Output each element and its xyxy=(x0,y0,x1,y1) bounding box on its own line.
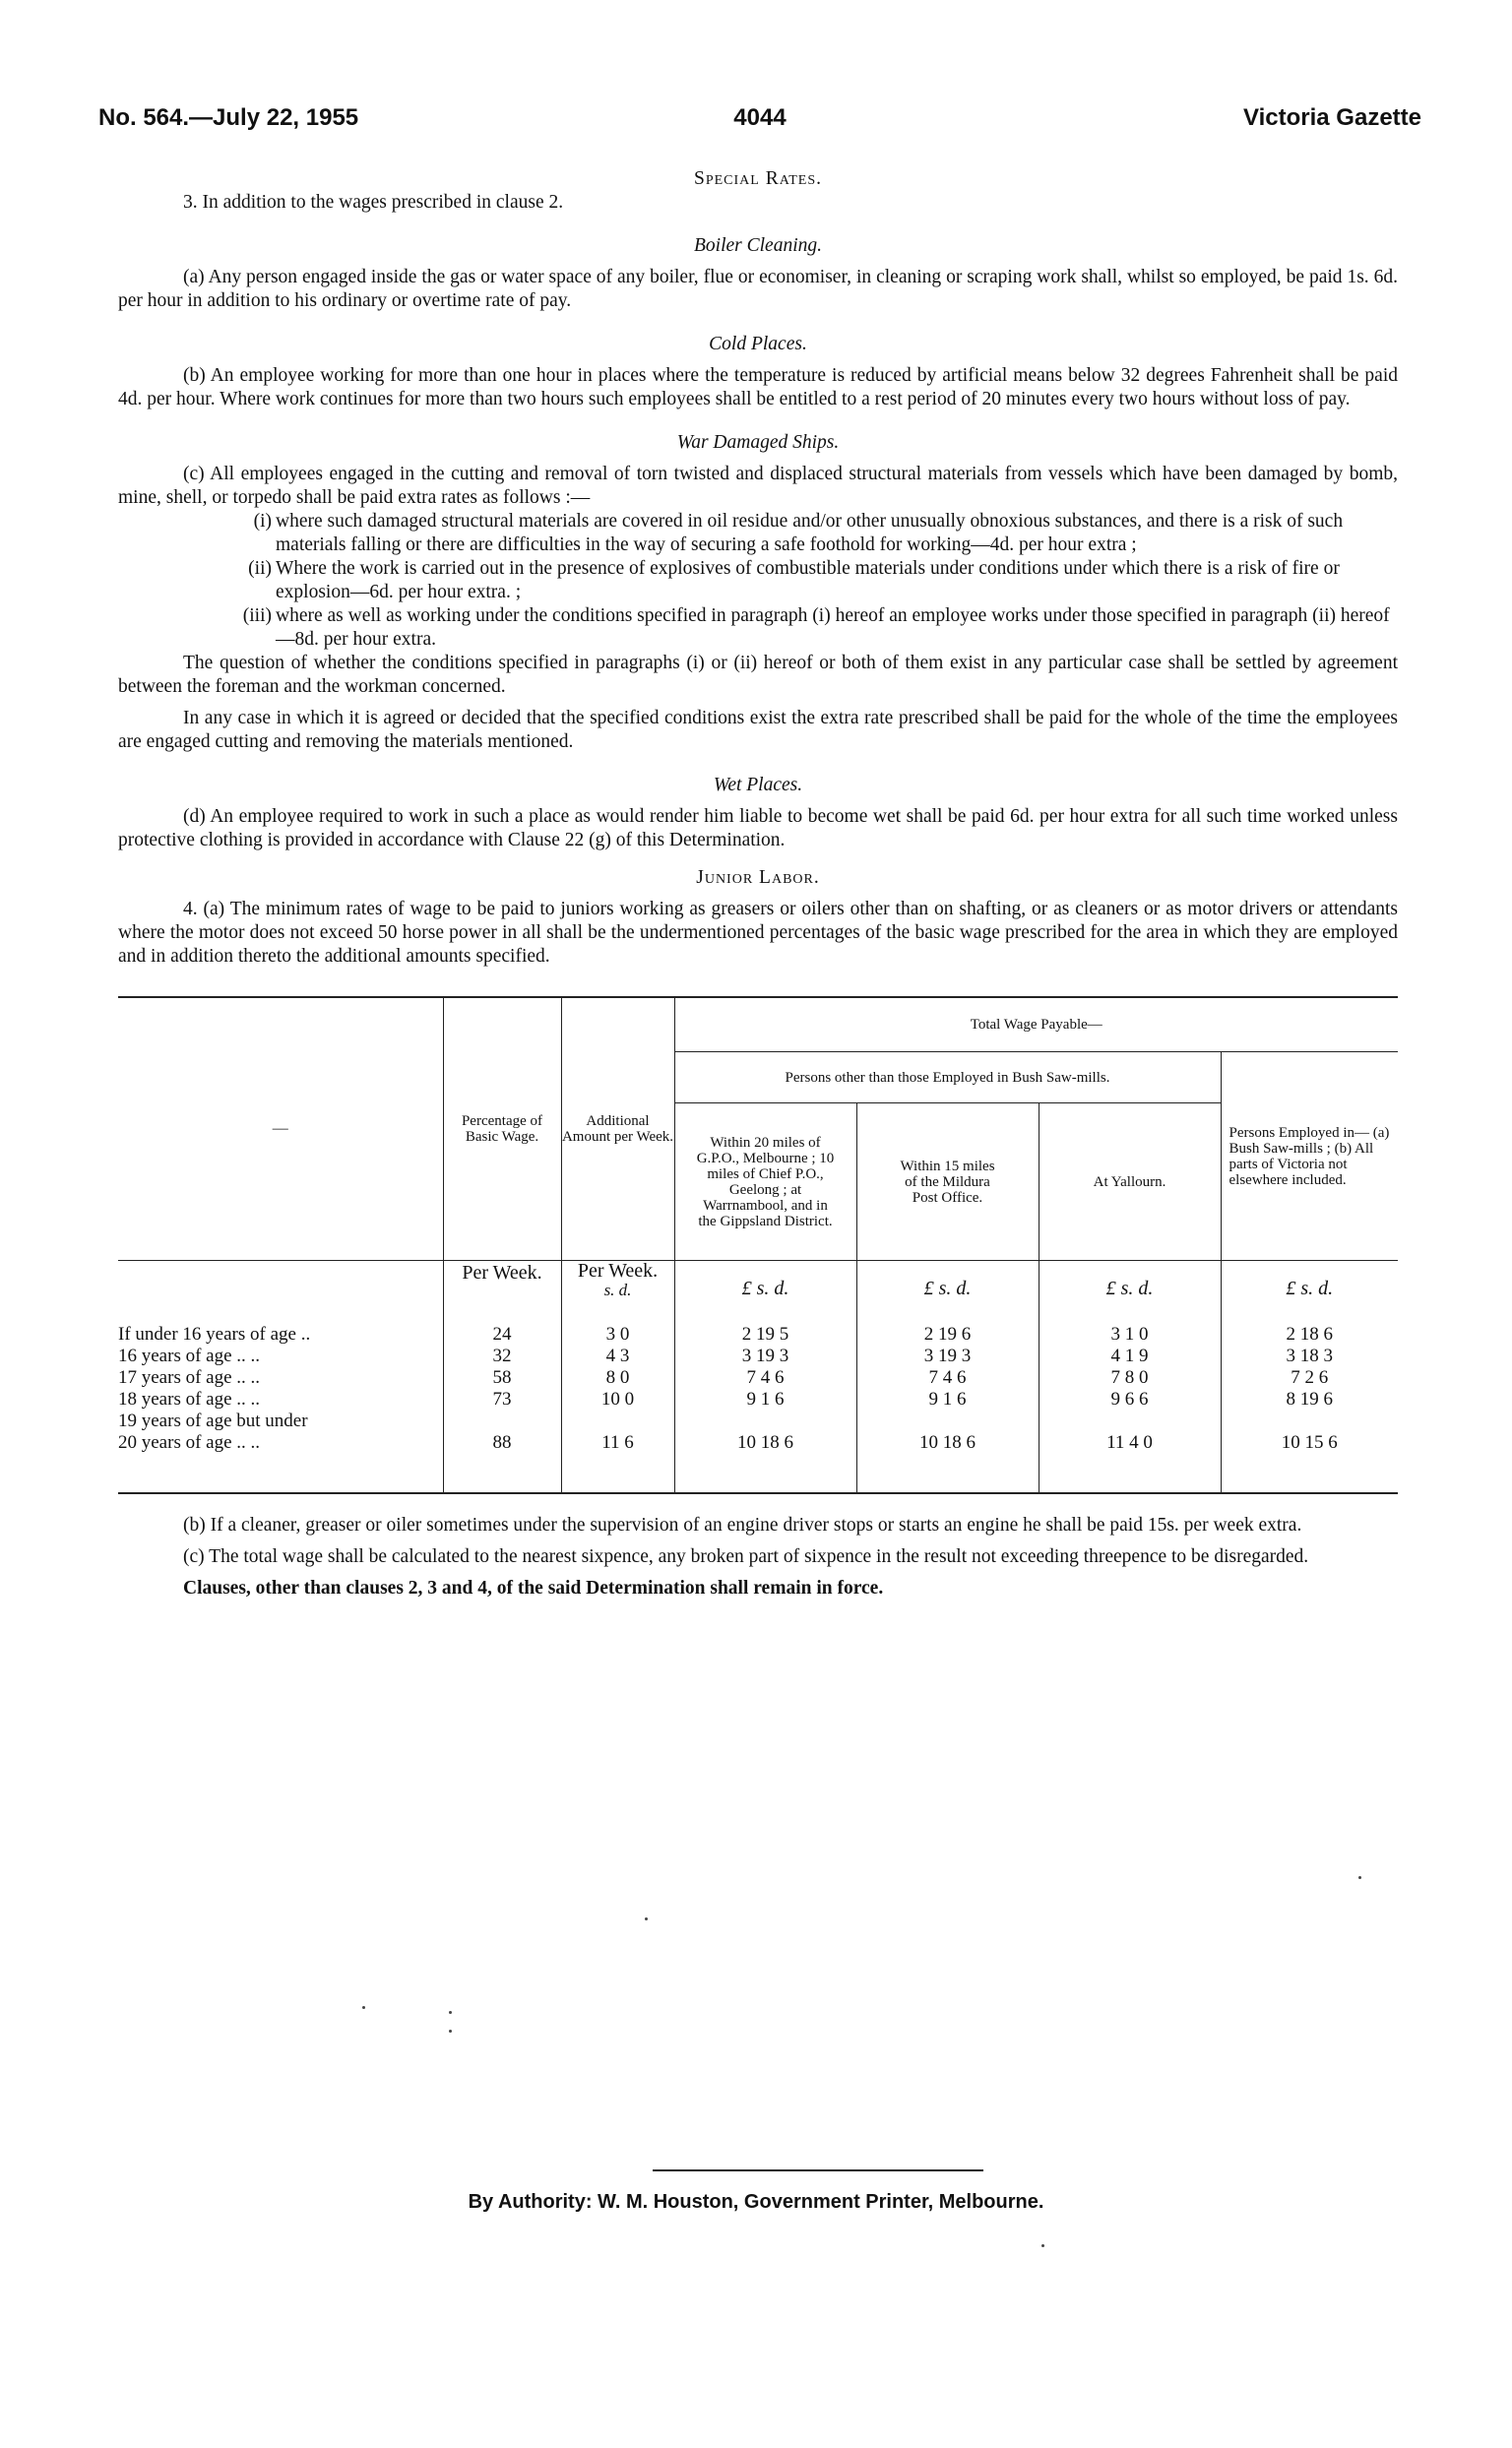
paragraph-boiler-cleaning: (a) Any person engaged inside the gas or water space of any boiler, flue or economiser, in cleaning or scraping work shall, whilst so employed, be paid 1s. 6d. per hour in addition to his ordinary or overtime rate of pay. xyxy=(118,267,1398,311)
paragraph-question: The question of whether the conditions specified in paragraphs (i) or (ii) hereof or both of them exist in any particular case shall be settled by agreement between the foreman and the workman concerned. xyxy=(118,653,1398,697)
subheading-boiler-cleaning: Boiler Cleaning. xyxy=(694,235,822,256)
bush-sawmills-header: Persons Employed in— (a) Bush Saw-mills ; (b) All parts of Victoria not elsewhere included. xyxy=(1221,1052,1398,1261)
subheading-wet-places: Wet Places. xyxy=(713,775,803,795)
row-label-header: — xyxy=(272,1120,288,1137)
footer-rule xyxy=(653,2169,983,2171)
total-wage-header: Total Wage Payable— xyxy=(674,997,1398,1052)
paragraph-clauses-remain: Clauses, other than clauses 2, 3 and 4, of the said Determination shall remain in force. xyxy=(183,1578,884,1599)
list-item: (iii) where as well as working under the conditions specified in paragraph (i) hereof an employee works under those specified in paragraph (ii) hereof—8d. per hour extra. xyxy=(242,605,1390,650)
unit-lsd: £ s. d. xyxy=(1039,1261,1221,1301)
subheading-cold-places: Cold Places. xyxy=(709,334,807,354)
gazette-number-date: No. 564.—July 22, 1955 xyxy=(98,104,359,131)
speck xyxy=(1358,1876,1361,1879)
paragraph-cold-places: (b) An employee working for more than one hour in places where the temperature is reduced by artificial means below 32 degrees Fahrenheit shall be paid 4d. per hour. Where work continues for more than two hours such employees shall be entitled to a rest period of 20 minutes every two hours without loss of pay. xyxy=(118,365,1398,409)
section-heading-special-rates: Special Rates. xyxy=(693,168,823,189)
unit-additional-sd: s. d. xyxy=(603,1281,632,1299)
junior-wage-table xyxy=(118,996,1398,1494)
table-row: 18 years of age .. .. 73 10 0 9 1 6 9 1 6 9 6 6 8 19 6 xyxy=(118,1389,1398,1411)
unit-lsd: £ s. d. xyxy=(674,1261,856,1301)
publication-title: Victoria Gazette xyxy=(1243,104,1421,131)
table-row: 16 years of age .. .. 32 4 3 3 19 3 3 19 3 4 1 9 3 18 3 xyxy=(118,1346,1398,1367)
speck xyxy=(449,2030,452,2033)
list-item: (i) where such damaged structural materials are covered in oil residue and/or other unusually obnoxious substances, and there is a risk of such materials falling or there are difficulties in the way of securing a safe foothold for working—4d. per hour extra ; xyxy=(253,511,1344,555)
speck xyxy=(1041,2244,1044,2247)
special-rates-intro: 3. In addition to the wages prescribed in clause 2. xyxy=(183,192,564,213)
paragraph-war-damaged-ships: (c) All employees engaged in the cutting and removal of torn twisted and displaced structural materials from vessels which have been damaged by bomb, mine, shell, or torpedo shall be paid extra rates as follows :— xyxy=(118,464,1398,508)
page-number: 4044 xyxy=(733,104,787,131)
additional-header: Additional Amount per Week. xyxy=(561,997,674,1261)
paragraph-wet-places: (d) An employee required to work in such a place as would render him liable to become wet shall be paid 6d. per hour extra for all such time worked unless protective clothing is provided in accordance with Clause 22 (g) of this Determination. xyxy=(118,806,1398,850)
list-item: (ii) Where the work is carried out in the presence of explosives of combustible materials under conditions under which there is a risk of fire or explosion—6d. per hour extra. ; xyxy=(248,558,1340,602)
unit-lsd: £ s. d. xyxy=(856,1261,1039,1301)
paragraph-any-case: In any case in which it is agreed or decided that the specified conditions exist the extra rate prescribed shall be paid for the whole of the time the employees are engaged cutting and removing the materials mentioned. xyxy=(118,708,1398,752)
document-body xyxy=(118,167,1398,1601)
subheading-war-damaged-ships: War Damaged Ships. xyxy=(676,432,840,453)
section-heading-junior-labor: Junior Labor. xyxy=(696,867,820,888)
percentage-header: Percentage of Basic Wage. xyxy=(443,997,561,1261)
other-persons-header: Persons other than those Employed in Bush Saw-mills. xyxy=(674,1052,1221,1103)
paragraph-rounding: (c) The total wage shall be calculated to the nearest sixpence, any broken part of sixpence in the result not exceeding threepence to be disregarded. xyxy=(183,1546,1309,1567)
page-header xyxy=(98,104,1421,140)
melbourne-area-header: Within 20 miles of G.P.O., Melbourne ; 10 miles of Chief P.O., Geelong ; at Warrnambool, and in the Gippsland District. xyxy=(674,1103,856,1261)
unit-lsd: £ s. d. xyxy=(1221,1261,1398,1301)
unit-percentage: Per Week. xyxy=(443,1261,561,1301)
footer-authority: By Authority: W. M. Houston, Government Printer, Melbourne. xyxy=(468,2191,1044,2213)
yallourn-header: At Yallourn. xyxy=(1039,1103,1221,1261)
mildura-header: Within 15 miles of the Mildura Post Office. xyxy=(856,1103,1039,1261)
speck xyxy=(645,1917,648,1920)
paragraph-engine-extra: (b) If a cleaner, greaser or oiler sometimes under the supervision of an engine driver stops or starts an engine he shall be paid 15s. per week extra. xyxy=(183,1515,1302,1536)
speck xyxy=(449,2011,452,2014)
table-row: 17 years of age .. .. 58 8 0 7 4 6 7 4 6 7 8 0 7 2 6 xyxy=(118,1367,1398,1389)
speck xyxy=(362,2006,365,2009)
unit-additional: Per Week. xyxy=(577,1260,659,1282)
paragraph-junior-labor: 4. (a) The minimum rates of wage to be paid to juniors working as greasers or oilers other than on shafting, or as cleaners or as motor drivers or attendants where the motor does not exceed 50 horse power in all shall be the undermentioned percentages of the basic wage prescribed for the area in which they are employed and in addition thereto the additional amounts specified. xyxy=(118,899,1398,967)
table-row: If under 16 years of age .. 24 3 0 2 19 5 2 19 6 3 1 0 2 18 6 xyxy=(118,1324,1398,1346)
table-row: 19 years of age but under 20 years of age .. .. 88 11 6 10 18 6 10 18 6 11 4 0 10 15 6 xyxy=(118,1411,1398,1454)
